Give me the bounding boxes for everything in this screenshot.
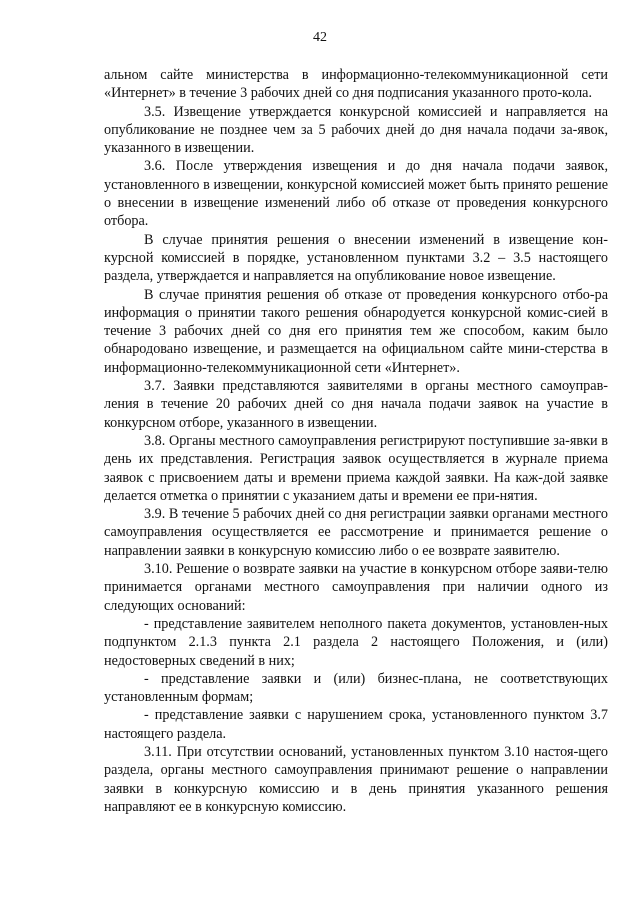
document-body (104, 66, 608, 816)
paragraph-3-8: 3.8. Органы местного самоуправления регистрируют поступившие за-явки в день их представления. Регистрация заявок осуществляется в журнале приема заявок с присвоением даты и времени приема каждой заявки. На каж-дой заявке делается отметка о принятии с указанием даты и времени ее при-нятия. (104, 432, 608, 504)
paragraph-3-7: 3.7. Заявки представляются заявителями в органы местного самоуправ-ления в течение 20 рабочих дней со дня начала подачи заявок на участие в конкурсном отборе, указанного в извещении. (104, 378, 608, 431)
paragraph-3-10: 3.10. Решение о возврате заявки на участие в конкурсном отборе заяви-телю принимается органами местного самоуправления при наличии одного из следующих оснований: (104, 561, 608, 614)
paragraph-3-5: 3.5. Извещение утверждается конкурсной комиссией и направляется на опубликование не позднее чем за 5 рабочих дней до дня начала подачи за-явок, указанного в извещении. (104, 103, 608, 157)
list-item: - представление заявки и (или) бизнес-плана, не соответствующих установленным формам; (104, 670, 608, 706)
paragraph-3-11: 3.11. При отсутствии оснований, установленных пунктом 3.10 настоя-щего раздела, органы местного самоуправления принимают решение о направлении заявки в конкурсную комиссию и в день принятия указанного решения направляют ее в конкурсную комиссию. (104, 743, 608, 815)
paragraph-continuation: альном сайте министерства в информационно-телекоммуникационной сети «Интернет» в течение 3 рабочих дней со дня подписания указанного прото-кола. (104, 67, 608, 102)
paragraph-3-9: 3.9. В течение 5 рабочих дней со дня регистрации заявки органами местного самоуправления осуществляется ее рассмотрение и принимается решение о направлении заявки в конкурсную комиссию либо о ее возврате заявителю. (104, 506, 608, 559)
page-number: 42 (313, 30, 327, 45)
list-item: - представление заявителем неполного пакета документов, установлен-ных подпунктом 2.1.3 пункта 2.1 раздела 2 настоящего Положения, и (или) недостоверных сведений в них; (104, 615, 608, 669)
list-item: - представление заявки с нарушением срока, установленного пунктом 3.7 настоящего раздела. (104, 707, 608, 742)
paragraph-refusal: В случае принятия решения об отказе от проведения конкурсного отбо-ра информация о принятии такого решения обнародуется конкурсной комис-сией в течение 3 рабочих дней со дня его принятия тем же способом, каким было обнародовано извещение, и размещается на официальном сайте мини-стерства в информационно-телекоммуникационной сети «Интернет». (104, 286, 608, 376)
paragraph-3-6: 3.6. После утверждения извещения и до дня начала подачи заявок, установленного в извещении, конкурсной комиссией может быть принято решение о внесении в извещение изменений либо об отказе от проведения конкурсного отбора. (104, 158, 608, 230)
paragraph-changes: В случае принятия решения о внесении изменений в извещение кон-курсной комиссией в порядке, установленном пунктами 3.2 – 3.5 настоящего раздела, утверждается и направляется на опубликование новое извещение. (104, 231, 608, 285)
